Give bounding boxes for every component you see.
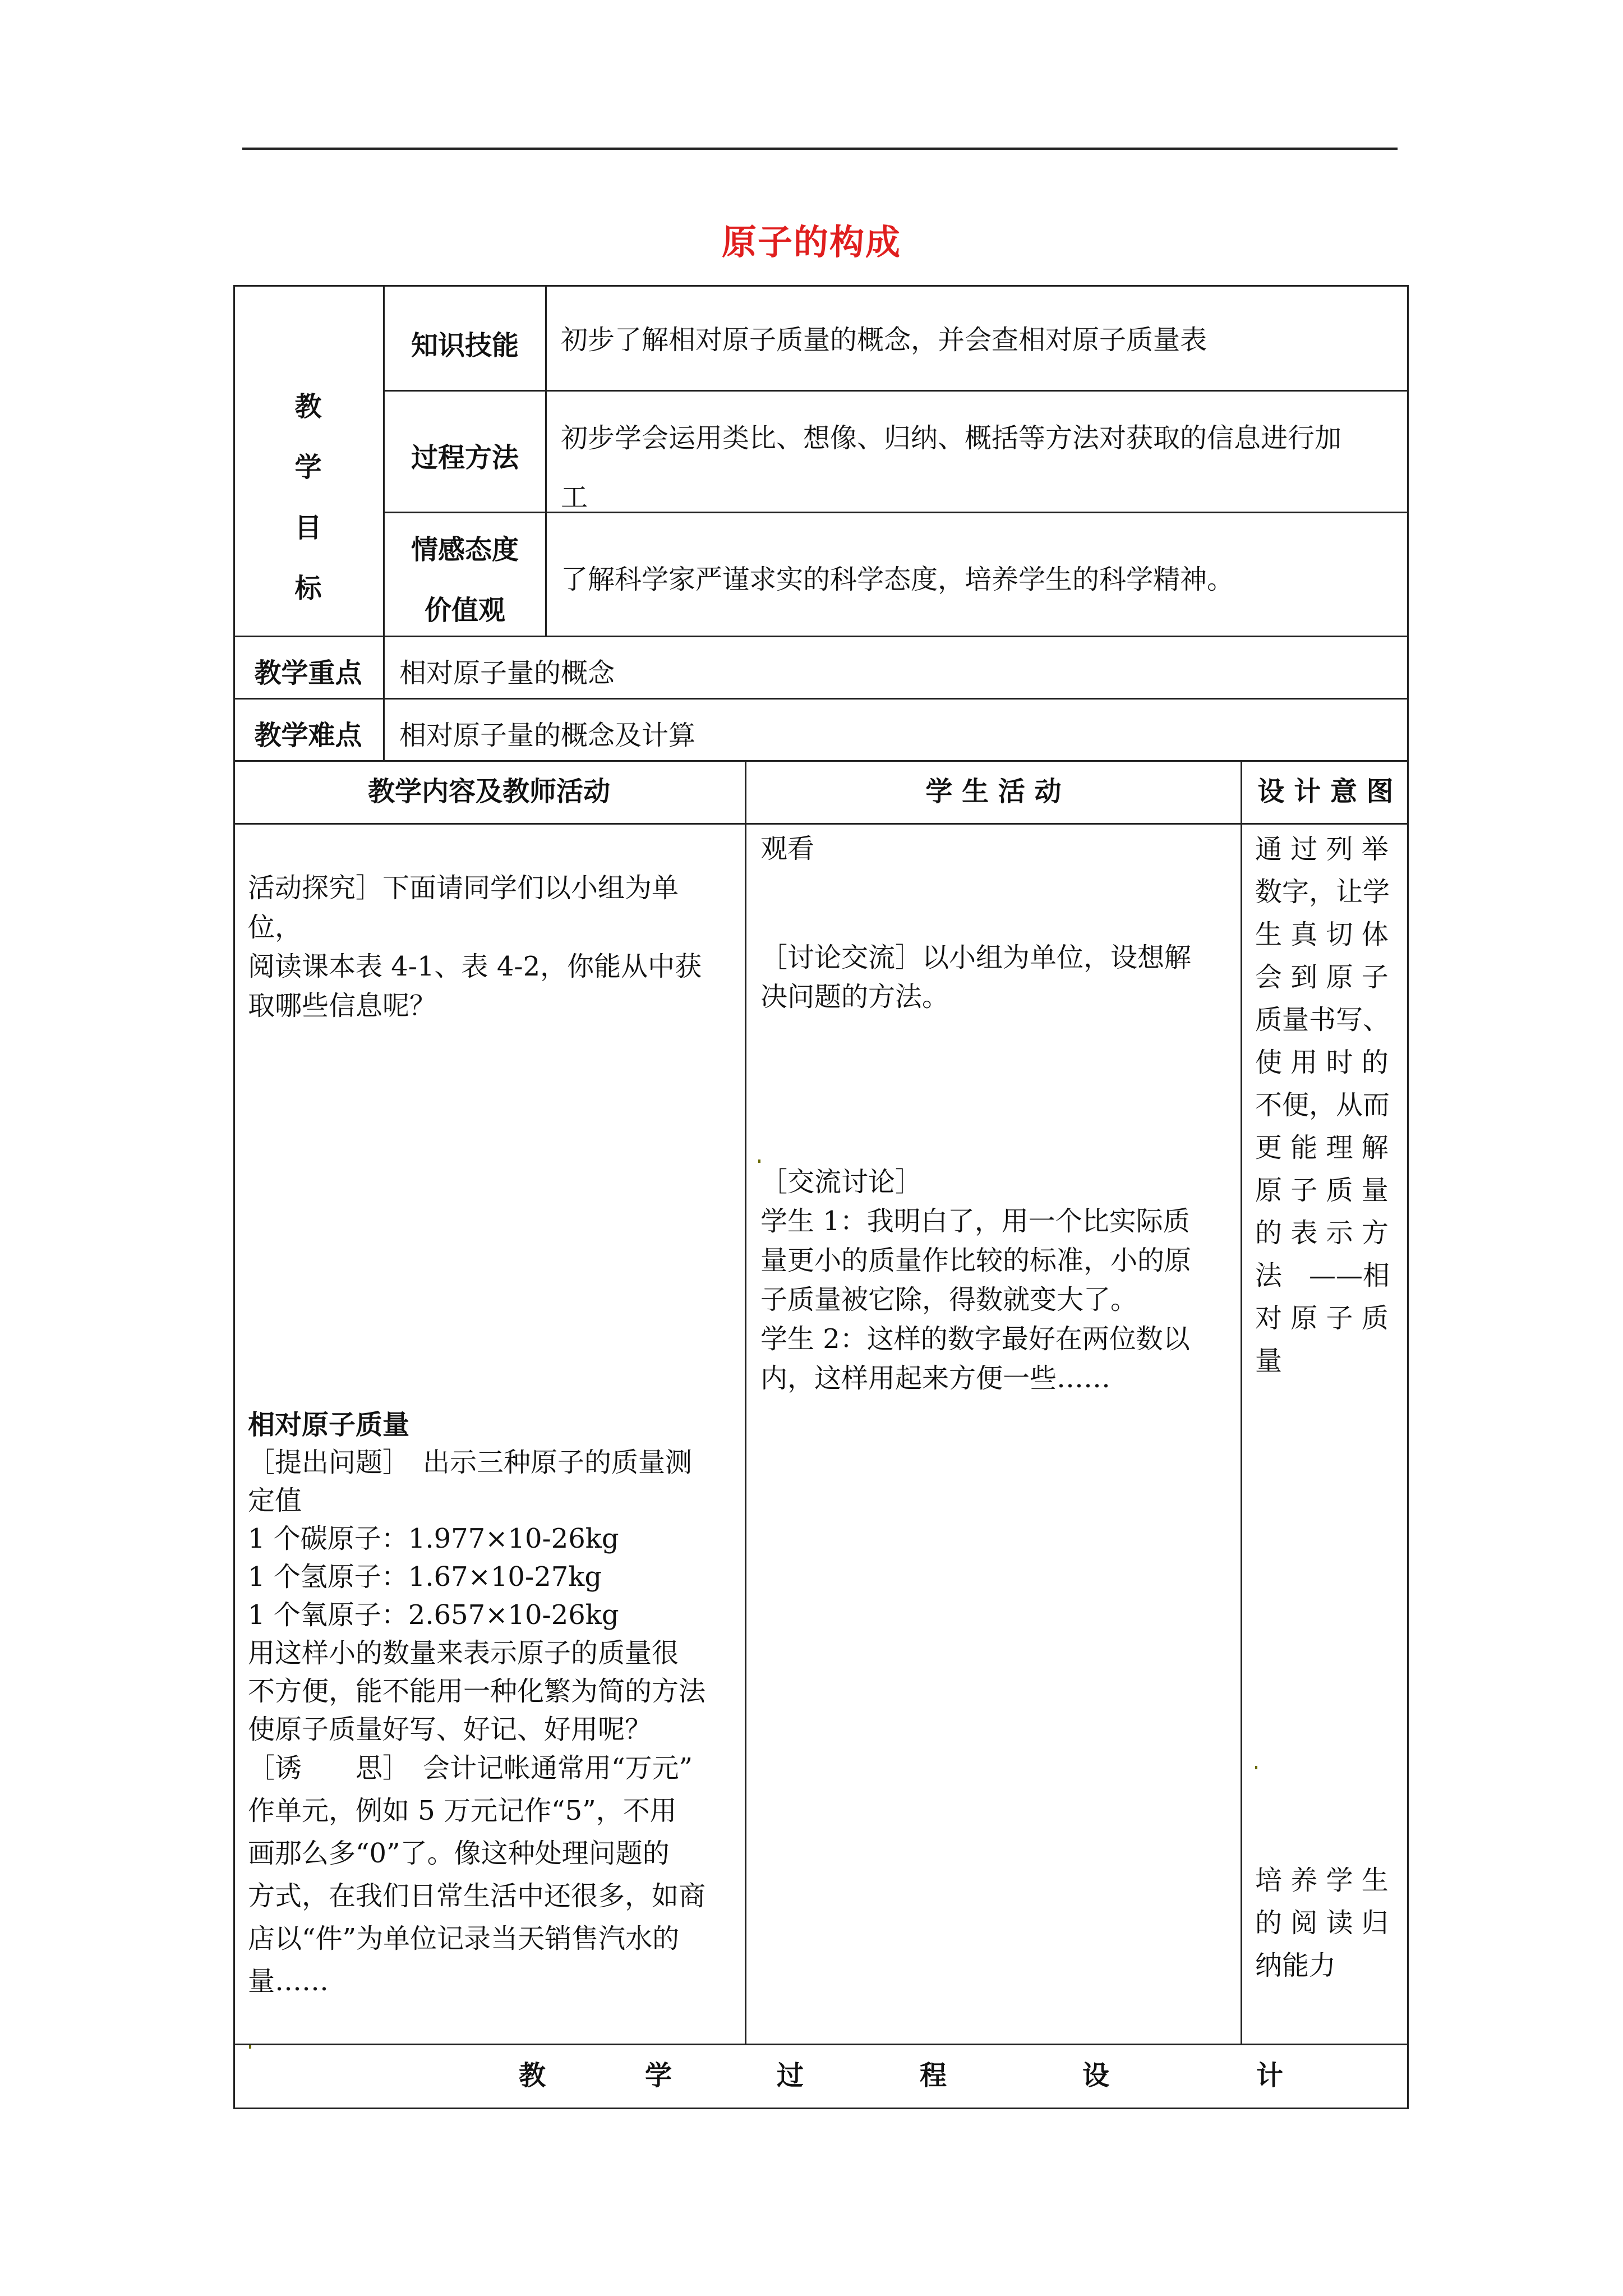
key-point-label: 教学重点 (254, 657, 362, 689)
difficulty-label: 教学难点 (254, 720, 362, 751)
page-title: 原子的构成 (721, 222, 901, 263)
scan-speck (758, 1159, 760, 1163)
objective-label: 知识技能 (411, 330, 519, 361)
header-rule (242, 148, 1398, 150)
student-activity-exchange: ［交流讨论］ 学生 1：我明白了，用一个比实际质 量更小的质量作比较的标准，小的原 子质量被它除，得数就变大了。 学生 2：这样的数字最好在两位数以 内，这样用起来方便一些…… (760, 1166, 1192, 1394)
col-divider (1241, 760, 1242, 2044)
scan-speck (1255, 1766, 1257, 1769)
column-header-intent: 设 计 意 图 (1257, 776, 1394, 807)
row-divider (233, 760, 1409, 762)
footer-char: 学 (645, 2060, 672, 2091)
row-divider (233, 2044, 1409, 2045)
design-intent-2: 培 养 学 生 的 阅 读 归 纳能力 (1255, 1865, 1389, 1981)
teacher-activity-explore: 活动探究］下面请同学们以小组为单 位， 阅读课本表 4-1、表 4-2，你能从中获 取哪些信息呢？ (248, 872, 702, 1022)
objective-content: 了解科学家严谨求实的科学态度，培养学生的科学精神。 (561, 564, 1234, 595)
objective-content: 初步学会运用类比、想像、归纳、概括等方法对获取的信息进行加 工 (561, 422, 1342, 513)
column-header-teacher: 教学内容及教师活动 (367, 776, 610, 807)
teacher-activity-question: ［提出问题］ 出示三种原子的质量测 定值 1 个碳原子：1.977×10-26kg 1 个氢原子：1.67×10-27kg 1 个氧原子：2.657×10-26kg 用这样小的数量来表示原子的质量很 不方便，能不能用一种化繁为简的方法 使原子质量好写、好记、好用呢？ (248, 1447, 706, 1745)
design-intent-1: 通 过 列 举 数字，让学 生 真 切 体 会 到 原 子 质量书写、 使 用 时 的 不便，从而 更 能 理 解 原 子 质 量 的 表 示 方 法 ——相 对 原 子 质 量 (1255, 834, 1390, 1377)
row-divider (233, 636, 1409, 637)
col-divider (745, 760, 746, 2044)
objectives-header-char: 学 (294, 452, 322, 483)
key-point-content: 相对原子量的概念 (399, 657, 615, 689)
objectives-header-char: 标 (294, 573, 322, 604)
footer-char: 教 (519, 2060, 546, 2091)
col-divider (545, 285, 547, 636)
student-activity-discuss: ［讨论交流］以小组为单位，设想解 决问题的方法。 (760, 942, 1192, 1013)
objective-label: 过程方法 (411, 442, 519, 473)
objective-content: 初步了解相对原子质量的概念，并会查相对原子质量表 (561, 324, 1207, 356)
teacher-section-heading: 相对原子质量 (248, 1409, 410, 1441)
objective-label: 价值观 (424, 595, 505, 626)
teacher-activity-guide: ［诱 思］ 会计记帐通常用“万元” 作单元，例如 5 万元记作“5”，不用 画那么多“0”了。像这种处理问题的 方式，在我们日常生活中还很多，如商 店以“件”为单位记录当天销售汽水的 量…… (248, 1752, 706, 1997)
footer-char: 过 (777, 2060, 804, 2091)
objective-label: 情感态度 (411, 534, 519, 565)
row-divider (233, 823, 1409, 825)
row-divider (233, 698, 1409, 700)
objectives-header-char: 教 (294, 391, 322, 422)
footer-char: 计 (1256, 2060, 1284, 2091)
student-activity-watch: 观看 (760, 833, 815, 864)
footer-char: 程 (920, 2060, 947, 2091)
footer-char: 设 (1082, 2060, 1110, 2091)
difficulty-content: 相对原子量的概念及计算 (399, 720, 696, 751)
objectives-header-char: 目 (294, 512, 322, 544)
row-divider (383, 390, 1409, 392)
scan-speck (249, 2045, 251, 2049)
column-header-student: 学 生 活 动 (925, 776, 1062, 807)
